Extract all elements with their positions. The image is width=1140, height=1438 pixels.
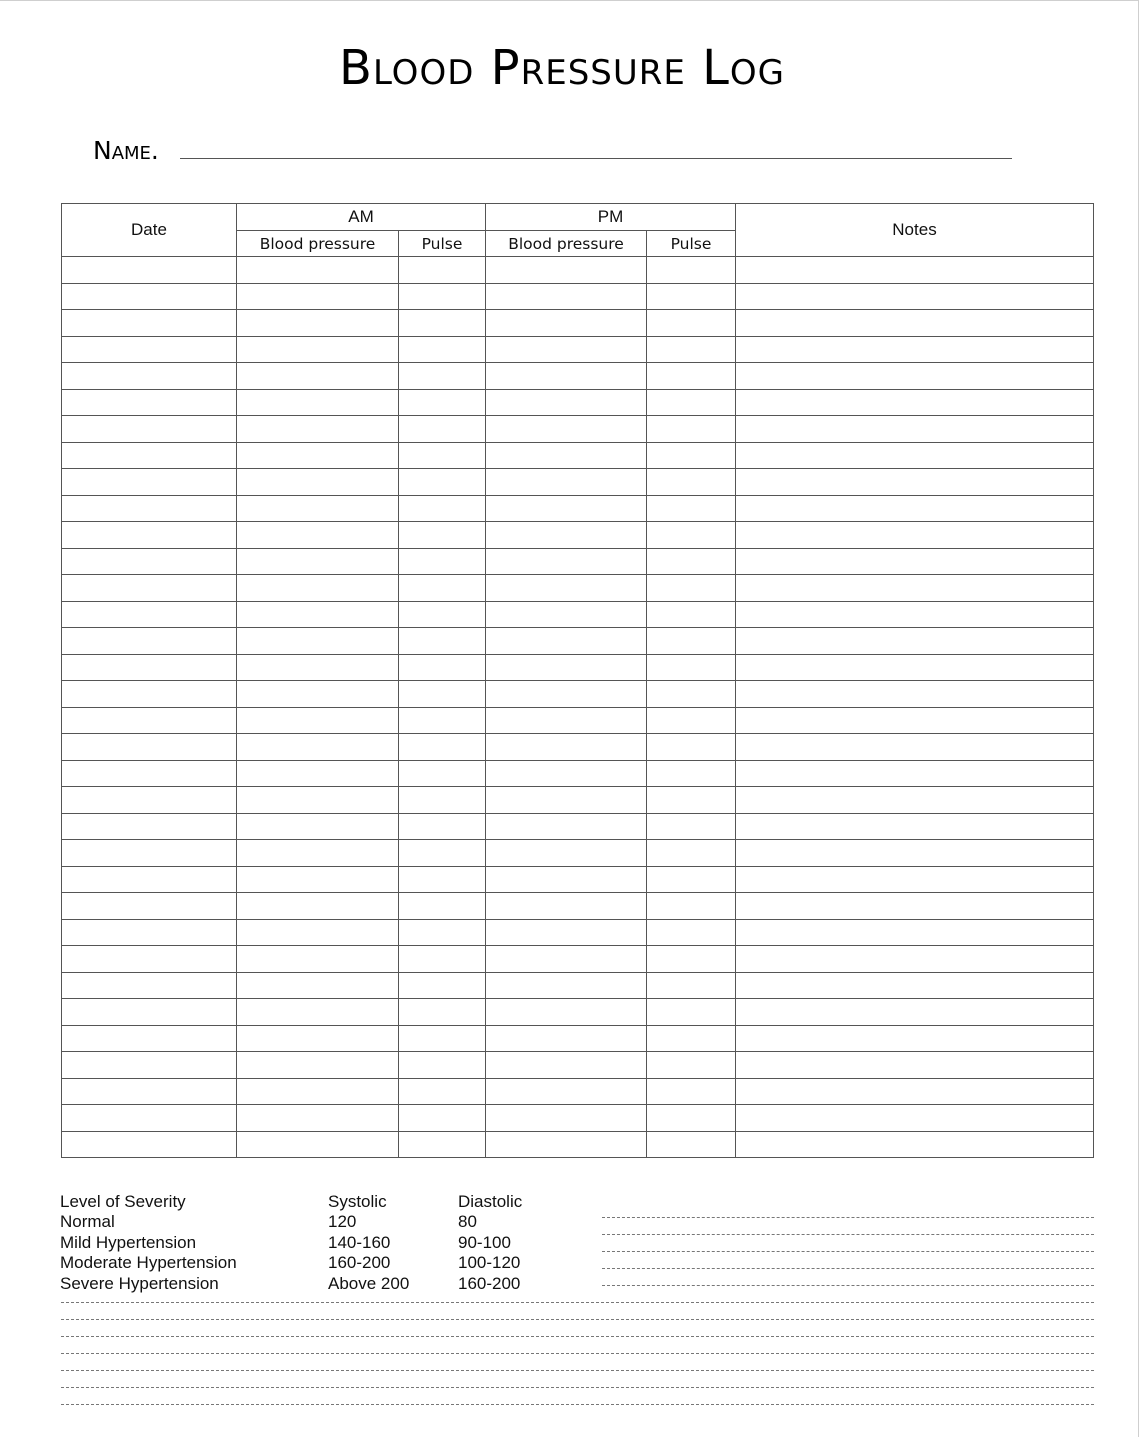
date-cell[interactable] xyxy=(62,840,237,867)
notes-cell[interactable] xyxy=(736,760,1094,787)
severity-systolic: 140-160 xyxy=(328,1232,391,1252)
note-line[interactable] xyxy=(602,1217,1094,1218)
notes-cell[interactable] xyxy=(736,1078,1094,1105)
pm-pulse-cell[interactable] xyxy=(647,442,736,469)
date-cell[interactable] xyxy=(62,628,237,655)
pm-blood-pressure-cell[interactable] xyxy=(486,628,647,655)
am-blood-pressure-cell[interactable] xyxy=(237,1052,399,1079)
table-row xyxy=(62,1131,1094,1158)
pm-blood-pressure-cell[interactable] xyxy=(486,840,647,867)
am-blood-pressure-cell[interactable] xyxy=(237,866,399,893)
am-blood-pressure-cell[interactable] xyxy=(237,389,399,416)
am-pulse-cell[interactable] xyxy=(399,734,486,761)
date-cell[interactable] xyxy=(62,442,237,469)
pm-pulse-cell[interactable] xyxy=(647,389,736,416)
notes-cell[interactable] xyxy=(736,787,1094,814)
note-line[interactable] xyxy=(602,1285,1094,1286)
pm-pulse-cell[interactable] xyxy=(647,654,736,681)
header-am-blood-pressure: Blood pressure xyxy=(237,231,399,257)
am-pulse-cell[interactable] xyxy=(399,628,486,655)
log-table-body xyxy=(62,257,1094,1158)
severity-row xyxy=(60,1253,598,1273)
notes-cell[interactable] xyxy=(736,495,1094,522)
pm-pulse-cell[interactable] xyxy=(647,416,736,443)
notes-cell[interactable] xyxy=(736,416,1094,443)
page-title: Blood Pressure Log xyxy=(339,40,785,96)
am-pulse-cell[interactable] xyxy=(399,840,486,867)
table-row xyxy=(62,575,1094,602)
notes-cell[interactable] xyxy=(736,522,1094,549)
severity-header-systolic: Systolic xyxy=(328,1192,387,1211)
pm-blood-pressure-cell[interactable] xyxy=(486,999,647,1026)
date-cell[interactable] xyxy=(62,336,237,363)
notes-cell[interactable] xyxy=(736,575,1094,602)
severity-diastolic: 100-120 xyxy=(458,1253,521,1273)
date-cell[interactable] xyxy=(62,734,237,761)
table-row xyxy=(62,416,1094,443)
pm-blood-pressure-cell[interactable] xyxy=(486,522,647,549)
table-row xyxy=(62,548,1094,575)
severity-header-diastolic: Diastolic xyxy=(458,1192,523,1211)
date-cell[interactable] xyxy=(62,575,237,602)
pm-pulse-cell[interactable] xyxy=(647,840,736,867)
pm-blood-pressure-cell[interactable] xyxy=(486,442,647,469)
notes-cell[interactable] xyxy=(736,628,1094,655)
am-blood-pressure-cell[interactable] xyxy=(237,442,399,469)
table-row xyxy=(62,1052,1094,1079)
notes-cell[interactable] xyxy=(736,654,1094,681)
am-blood-pressure-cell[interactable] xyxy=(237,363,399,390)
pm-blood-pressure-cell[interactable] xyxy=(486,469,647,496)
pm-blood-pressure-cell[interactable] xyxy=(486,1078,647,1105)
pm-pulse-cell[interactable] xyxy=(647,628,736,655)
notes-cell[interactable] xyxy=(736,469,1094,496)
am-blood-pressure-cell[interactable] xyxy=(237,1131,399,1158)
pm-pulse-cell[interactable] xyxy=(647,1025,736,1052)
am-pulse-cell[interactable] xyxy=(399,787,486,814)
date-cell[interactable] xyxy=(62,813,237,840)
notes-cell[interactable] xyxy=(736,442,1094,469)
pm-pulse-cell[interactable] xyxy=(647,1131,736,1158)
table-row xyxy=(62,336,1094,363)
am-pulse-cell[interactable] xyxy=(399,442,486,469)
am-pulse-cell[interactable] xyxy=(399,283,486,310)
note-line[interactable] xyxy=(61,1319,1094,1320)
pm-blood-pressure-cell[interactable] xyxy=(486,654,647,681)
header-pm-blood-pressure: Blood pressure xyxy=(486,231,647,257)
table-row xyxy=(62,654,1094,681)
header-pm: PM xyxy=(486,204,736,231)
am-blood-pressure-cell[interactable] xyxy=(237,760,399,787)
notes-cell[interactable] xyxy=(736,1131,1094,1158)
am-blood-pressure-cell[interactable] xyxy=(237,1025,399,1052)
table-row xyxy=(62,495,1094,522)
notes-cell[interactable] xyxy=(736,1105,1094,1132)
header-pm-pulse: Pulse xyxy=(647,231,736,257)
pm-pulse-cell[interactable] xyxy=(647,495,736,522)
notes-cell[interactable] xyxy=(736,919,1094,946)
table-row xyxy=(62,1025,1094,1052)
am-blood-pressure-cell[interactable] xyxy=(237,707,399,734)
severity-header-level: Level of Severity xyxy=(60,1192,186,1211)
pm-blood-pressure-cell[interactable] xyxy=(486,946,647,973)
pm-blood-pressure-cell[interactable] xyxy=(486,1105,647,1132)
pm-blood-pressure-cell[interactable] xyxy=(486,257,647,284)
am-blood-pressure-cell[interactable] xyxy=(237,787,399,814)
note-line[interactable] xyxy=(61,1336,1094,1337)
am-pulse-cell[interactable] xyxy=(399,972,486,999)
am-pulse-cell[interactable] xyxy=(399,1105,486,1132)
name-label: Name. xyxy=(93,136,159,165)
date-cell[interactable] xyxy=(62,1131,237,1158)
pm-blood-pressure-cell[interactable] xyxy=(486,1131,647,1158)
note-line[interactable] xyxy=(602,1268,1094,1269)
table-row xyxy=(62,946,1094,973)
note-line[interactable] xyxy=(61,1302,1094,1303)
date-cell[interactable] xyxy=(62,522,237,549)
table-row xyxy=(62,999,1094,1026)
notes-cell[interactable] xyxy=(736,257,1094,284)
am-blood-pressure-cell[interactable] xyxy=(237,893,399,920)
pm-blood-pressure-cell[interactable] xyxy=(486,575,647,602)
note-line[interactable] xyxy=(602,1234,1094,1235)
table-row xyxy=(62,601,1094,628)
table-row xyxy=(62,310,1094,337)
table-row xyxy=(62,522,1094,549)
header-date: Date xyxy=(62,204,237,257)
pm-pulse-cell[interactable] xyxy=(647,310,736,337)
am-blood-pressure-cell[interactable] xyxy=(237,575,399,602)
severity-row xyxy=(60,1274,598,1294)
table-row xyxy=(62,787,1094,814)
date-cell[interactable] xyxy=(62,601,237,628)
pm-pulse-cell[interactable] xyxy=(647,734,736,761)
pm-blood-pressure-cell[interactable] xyxy=(486,734,647,761)
table-row xyxy=(62,389,1094,416)
notes-cell[interactable] xyxy=(736,972,1094,999)
am-pulse-cell[interactable] xyxy=(399,1025,486,1052)
table-row xyxy=(62,442,1094,469)
date-cell[interactable] xyxy=(62,681,237,708)
am-pulse-cell[interactable] xyxy=(399,760,486,787)
pm-pulse-cell[interactable] xyxy=(647,257,736,284)
am-pulse-cell[interactable] xyxy=(399,548,486,575)
severity-level: Normal xyxy=(60,1212,115,1232)
am-pulse-cell[interactable] xyxy=(399,866,486,893)
notes-cell[interactable] xyxy=(736,1025,1094,1052)
table-row xyxy=(62,840,1094,867)
am-blood-pressure-cell[interactable] xyxy=(237,681,399,708)
am-blood-pressure-cell[interactable] xyxy=(237,283,399,310)
date-cell[interactable] xyxy=(62,866,237,893)
am-blood-pressure-cell[interactable] xyxy=(237,548,399,575)
am-blood-pressure-cell[interactable] xyxy=(237,601,399,628)
severity-systolic: Above 200 xyxy=(328,1273,410,1293)
pm-blood-pressure-cell[interactable] xyxy=(486,416,647,443)
notes-cell[interactable] xyxy=(736,363,1094,390)
pm-pulse-cell[interactable] xyxy=(647,681,736,708)
pm-pulse-cell[interactable] xyxy=(647,707,736,734)
am-blood-pressure-cell[interactable] xyxy=(237,1078,399,1105)
notes-cell[interactable] xyxy=(736,893,1094,920)
table-row xyxy=(62,919,1094,946)
am-pulse-cell[interactable] xyxy=(399,919,486,946)
table-row xyxy=(62,707,1094,734)
pm-blood-pressure-cell[interactable] xyxy=(486,919,647,946)
am-pulse-cell[interactable] xyxy=(399,310,486,337)
am-blood-pressure-cell[interactable] xyxy=(237,416,399,443)
date-cell[interactable] xyxy=(62,548,237,575)
date-cell[interactable] xyxy=(62,495,237,522)
date-cell[interactable] xyxy=(62,1078,237,1105)
pm-blood-pressure-cell[interactable] xyxy=(486,760,647,787)
pm-blood-pressure-cell[interactable] xyxy=(486,972,647,999)
am-pulse-cell[interactable] xyxy=(399,681,486,708)
pm-blood-pressure-cell[interactable] xyxy=(486,707,647,734)
am-pulse-cell[interactable] xyxy=(399,469,486,496)
notes-cell[interactable] xyxy=(736,601,1094,628)
pm-pulse-cell[interactable] xyxy=(647,919,736,946)
pm-pulse-cell[interactable] xyxy=(647,601,736,628)
notes-cell[interactable] xyxy=(736,734,1094,761)
notes-cell[interactable] xyxy=(736,681,1094,708)
severity-systolic: 160-200 xyxy=(328,1253,391,1273)
am-pulse-cell[interactable] xyxy=(399,416,486,443)
am-pulse-cell[interactable] xyxy=(399,522,486,549)
pm-pulse-cell[interactable] xyxy=(647,283,736,310)
table-row xyxy=(62,893,1094,920)
am-pulse-cell[interactable] xyxy=(399,813,486,840)
am-blood-pressure-cell[interactable] xyxy=(237,919,399,946)
am-blood-pressure-cell[interactable] xyxy=(237,257,399,284)
date-cell[interactable] xyxy=(62,1105,237,1132)
date-cell[interactable] xyxy=(62,416,237,443)
date-cell[interactable] xyxy=(62,654,237,681)
severity-systolic: 120 xyxy=(328,1212,357,1232)
pm-blood-pressure-cell[interactable] xyxy=(486,601,647,628)
am-pulse-cell[interactable] xyxy=(399,946,486,973)
note-line[interactable] xyxy=(602,1251,1094,1252)
date-cell[interactable] xyxy=(62,389,237,416)
pm-blood-pressure-cell[interactable] xyxy=(486,866,647,893)
am-blood-pressure-cell[interactable] xyxy=(237,999,399,1026)
pm-pulse-cell[interactable] xyxy=(647,336,736,363)
am-blood-pressure-cell[interactable] xyxy=(237,813,399,840)
date-cell[interactable] xyxy=(62,469,237,496)
notes-cell[interactable] xyxy=(736,999,1094,1026)
pm-pulse-cell[interactable] xyxy=(647,575,736,602)
pm-blood-pressure-cell[interactable] xyxy=(486,787,647,814)
severity-level: Mild Hypertension xyxy=(60,1232,197,1252)
table-row xyxy=(62,363,1094,390)
am-pulse-cell[interactable] xyxy=(399,1131,486,1158)
pm-blood-pressure-cell[interactable] xyxy=(486,283,647,310)
date-cell[interactable] xyxy=(62,999,237,1026)
notes-cell[interactable] xyxy=(736,336,1094,363)
table-row xyxy=(62,972,1094,999)
date-cell[interactable] xyxy=(62,310,237,337)
am-pulse-cell[interactable] xyxy=(399,601,486,628)
severity-level: Moderate Hypertension xyxy=(60,1253,237,1273)
table-row xyxy=(62,760,1094,787)
date-cell[interactable] xyxy=(62,787,237,814)
pm-pulse-cell[interactable] xyxy=(647,813,736,840)
note-line[interactable] xyxy=(61,1353,1094,1354)
date-cell[interactable] xyxy=(62,707,237,734)
severity-diastolic: 80 xyxy=(458,1212,477,1232)
notes-cell[interactable] xyxy=(736,389,1094,416)
pm-blood-pressure-cell[interactable] xyxy=(486,1052,647,1079)
table-row xyxy=(62,469,1094,496)
notes-cell[interactable] xyxy=(736,813,1094,840)
am-pulse-cell[interactable] xyxy=(399,575,486,602)
am-pulse-cell[interactable] xyxy=(399,1078,486,1105)
am-blood-pressure-cell[interactable] xyxy=(237,495,399,522)
am-pulse-cell[interactable] xyxy=(399,999,486,1026)
severity-level: Severe Hypertension xyxy=(60,1273,219,1293)
date-cell[interactable] xyxy=(62,257,237,284)
pm-pulse-cell[interactable] xyxy=(647,760,736,787)
table-row xyxy=(62,734,1094,761)
pm-pulse-cell[interactable] xyxy=(647,893,736,920)
pm-pulse-cell[interactable] xyxy=(647,1078,736,1105)
pm-pulse-cell[interactable] xyxy=(647,1105,736,1132)
notes-cell[interactable] xyxy=(736,283,1094,310)
name-field[interactable] xyxy=(180,158,1012,159)
am-blood-pressure-cell[interactable] xyxy=(237,628,399,655)
severity-diastolic: 160-200 xyxy=(458,1273,521,1293)
pm-blood-pressure-cell[interactable] xyxy=(486,310,647,337)
pm-blood-pressure-cell[interactable] xyxy=(486,1025,647,1052)
am-blood-pressure-cell[interactable] xyxy=(237,734,399,761)
severity-legend xyxy=(60,1192,598,1294)
am-blood-pressure-cell[interactable] xyxy=(237,946,399,973)
pm-pulse-cell[interactable] xyxy=(647,363,736,390)
date-cell[interactable] xyxy=(62,363,237,390)
table-row xyxy=(62,681,1094,708)
am-blood-pressure-cell[interactable] xyxy=(237,972,399,999)
header-am-pulse: Pulse xyxy=(399,231,486,257)
am-pulse-cell[interactable] xyxy=(399,336,486,363)
severity-header-row xyxy=(60,1192,598,1212)
am-pulse-cell[interactable] xyxy=(399,363,486,390)
am-blood-pressure-cell[interactable] xyxy=(237,469,399,496)
pm-blood-pressure-cell[interactable] xyxy=(486,681,647,708)
date-cell[interactable] xyxy=(62,972,237,999)
header-am: AM xyxy=(237,204,486,231)
table-row xyxy=(62,866,1094,893)
date-cell[interactable] xyxy=(62,283,237,310)
notes-cell[interactable] xyxy=(736,946,1094,973)
pm-pulse-cell[interactable] xyxy=(647,469,736,496)
table-row xyxy=(62,813,1094,840)
pm-blood-pressure-cell[interactable] xyxy=(486,363,647,390)
notes-cell[interactable] xyxy=(736,1052,1094,1079)
severity-row xyxy=(60,1233,598,1253)
am-blood-pressure-cell[interactable] xyxy=(237,1105,399,1132)
table-row xyxy=(62,628,1094,655)
pm-blood-pressure-cell[interactable] xyxy=(486,336,647,363)
am-pulse-cell[interactable] xyxy=(399,257,486,284)
pm-pulse-cell[interactable] xyxy=(647,1052,736,1079)
am-pulse-cell[interactable] xyxy=(399,1052,486,1079)
am-blood-pressure-cell[interactable] xyxy=(237,840,399,867)
table-row xyxy=(62,1105,1094,1132)
date-cell[interactable] xyxy=(62,919,237,946)
pm-pulse-cell[interactable] xyxy=(647,972,736,999)
table-row xyxy=(62,283,1094,310)
table-row xyxy=(62,1078,1094,1105)
date-cell[interactable] xyxy=(62,760,237,787)
note-line[interactable] xyxy=(61,1370,1094,1371)
am-pulse-cell[interactable] xyxy=(399,654,486,681)
am-pulse-cell[interactable] xyxy=(399,707,486,734)
pm-pulse-cell[interactable] xyxy=(647,522,736,549)
date-cell[interactable] xyxy=(62,1025,237,1052)
am-pulse-cell[interactable] xyxy=(399,893,486,920)
notes-cell[interactable] xyxy=(736,548,1094,575)
pm-pulse-cell[interactable] xyxy=(647,866,736,893)
am-blood-pressure-cell[interactable] xyxy=(237,336,399,363)
severity-diastolic: 90-100 xyxy=(458,1232,511,1252)
pm-pulse-cell[interactable] xyxy=(647,787,736,814)
notes-cell[interactable] xyxy=(736,840,1094,867)
log-table xyxy=(61,203,1094,1158)
notes-cell[interactable] xyxy=(736,866,1094,893)
note-line[interactable] xyxy=(61,1387,1094,1388)
pm-pulse-cell[interactable] xyxy=(647,946,736,973)
note-line[interactable] xyxy=(61,1404,1094,1405)
pm-blood-pressure-cell[interactable] xyxy=(486,389,647,416)
pm-blood-pressure-cell[interactable] xyxy=(486,893,647,920)
severity-row xyxy=(60,1212,598,1232)
header-notes: Notes xyxy=(736,204,1094,257)
am-pulse-cell[interactable] xyxy=(399,495,486,522)
pm-blood-pressure-cell[interactable] xyxy=(486,495,647,522)
table-row xyxy=(62,257,1094,284)
date-cell[interactable] xyxy=(62,1052,237,1079)
am-blood-pressure-cell[interactable] xyxy=(237,310,399,337)
am-pulse-cell[interactable] xyxy=(399,389,486,416)
am-blood-pressure-cell[interactable] xyxy=(237,654,399,681)
notes-cell[interactable] xyxy=(736,707,1094,734)
notes-cell[interactable] xyxy=(736,310,1094,337)
am-blood-pressure-cell[interactable] xyxy=(237,522,399,549)
pm-blood-pressure-cell[interactable] xyxy=(486,813,647,840)
date-cell[interactable] xyxy=(62,946,237,973)
pm-pulse-cell[interactable] xyxy=(647,999,736,1026)
pm-blood-pressure-cell[interactable] xyxy=(486,548,647,575)
date-cell[interactable] xyxy=(62,893,237,920)
pm-pulse-cell[interactable] xyxy=(647,548,736,575)
